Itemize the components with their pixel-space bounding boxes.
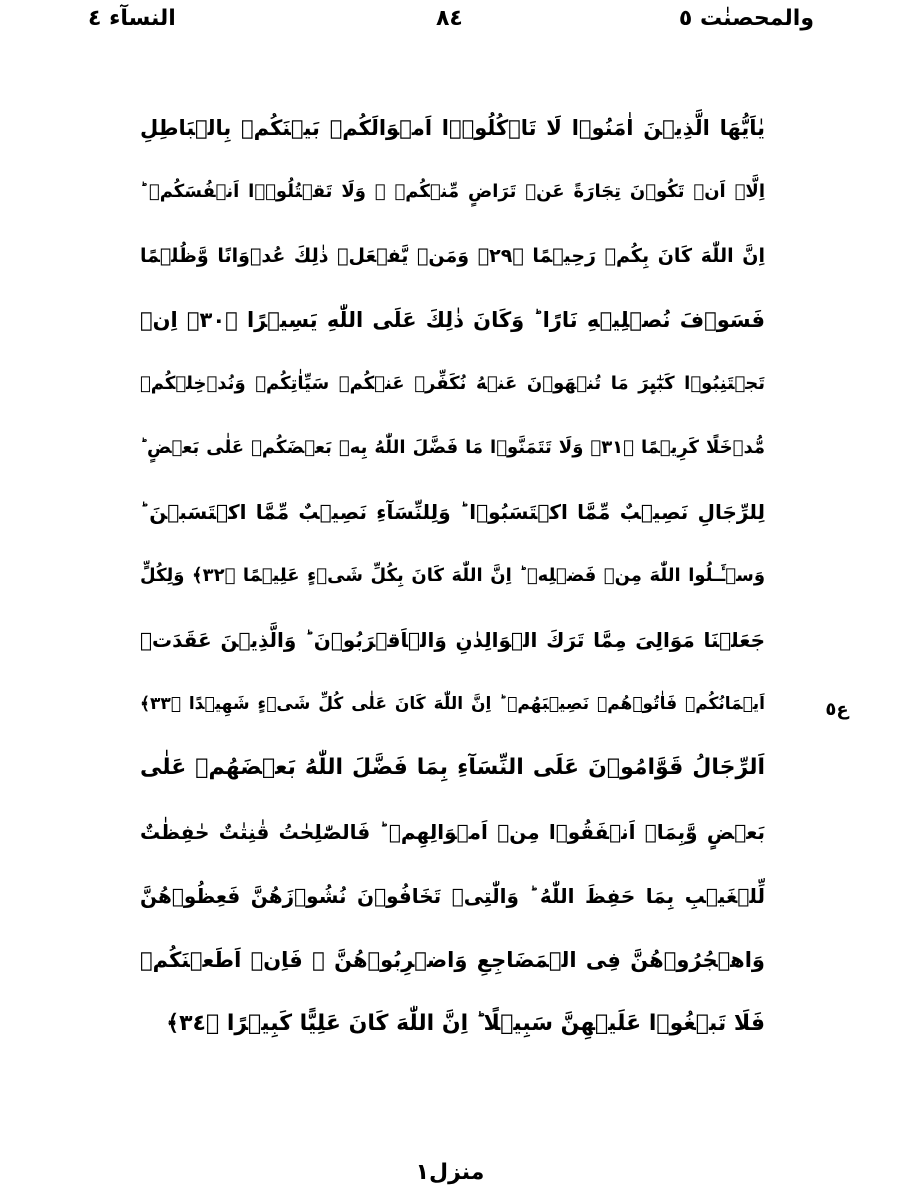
text-line: فَلَا تَبۡغُوۡا عَلَيۡهِنَّ سَبِيۡلًا ؕ اِنَّ اللّٰهَ كَانَ عَلِيًّا كَبِيۡرًا ﴿٣٤﴾ <box>166 1011 765 1036</box>
surah-title: النسآء ٤ <box>88 6 176 31</box>
text-line: اَيۡمَانُكُمۡ فَاٰتُوۡهُمۡ نَصِيۡبَهُمۡ ؕ اِنَّ اللّٰهَ كَانَ عَلٰى كُلِّ شَىۡءٍ شَهِيۡدًا ﴿٣٣﴾ <box>140 694 765 714</box>
manzil-label: منزل١ <box>415 1160 485 1185</box>
text-line: وَاهۡجُرُوۡهُنَّ فِى الۡمَضَاجِعِ وَاضۡرِبُوۡهُنَّ ۚ فَاِنۡ اَطَعۡنَكُمۡ <box>140 948 765 972</box>
text-line: اَلرِّجَالُ قَوَّامُوۡنَ عَلَى النِّسَآءِ بِمَا فَضَّلَ اللّٰهُ بَعۡضَهُمۡ عَلٰى <box>140 755 765 780</box>
text-line: لِلرِّجَالِ نَصِيۡبٌ مِّمَّا اكۡتَسَبُوۡا ؕ وَلِلنِّسَآءِ نَصِيۡبٌ مِّمَّا اكۡتَسَبۡنَ ؕ <box>140 500 765 524</box>
text-line: لِّلۡغَيۡبِ بِمَا حَفِظَ اللّٰهُ ؕ وَالّٰتِىۡ تَخَافُوۡنَ نُشُوۡزَهُنَّ فَعِظُوۡهُنَّ <box>140 884 765 908</box>
ruku-mark: ع٥ <box>825 699 849 720</box>
text-line: يٰاَيُّهَا الَّذِيۡنَ اٰمَنُوۡا لَا تَاۡكُلُوۡۤا اَمۡوَالَكُمۡ بَيۡنَكُمۡ بِالۡبَاطِلِ <box>140 116 765 140</box>
text-line: فَسَوۡفَ نُصۡلِيۡهِ نَارًا ؕ وَكَانَ ذٰلِكَ عَلَى اللّٰهِ يَسِيۡرًا ﴿٣٠﴾ اِنۡ <box>140 308 765 332</box>
quran-text <box>140 96 765 1056</box>
text-line: بَعۡضٍ وَّبِمَاۤ اَنۡفَقُوۡا مِنۡ اَمۡوَالِهِمۡ ؕ فَالصّٰلِحٰتُ قٰنِتٰتٌ حٰفِظٰتٌ <box>140 820 765 844</box>
page-number: ٨٤ <box>436 6 463 31</box>
text-line: تَجۡتَنِبُوۡا كَبٰٓٮِٕرَ مَا تُنۡهَوۡنَ عَنۡهُ نُكَفِّرۡ عَنۡكُمۡ سَيِّاٰتِكُمۡ وَنُدۡخِلۡكُمۡ <box>140 373 765 394</box>
page-header <box>0 2 900 42</box>
text-line: جَعَلۡنَا مَوَالِىَ مِمَّا تَرَكَ الۡوَالِدٰنِ وَالۡاَقۡرَبُوۡنَ ؕ وَالَّذِيۡنَ عَقَدَتۡ <box>140 628 765 652</box>
text-line: مُّدۡخَلًا كَرِيۡمًا ﴿٣١﴾ وَلَا تَتَمَنَّوۡا مَا فَضَّلَ اللّٰهُ بِهٖ بَعۡضَكُمۡ عَلٰى بَعۡضٍ ؕ <box>140 437 765 458</box>
text-line: اِلَّاۤ اَنۡ تَكُوۡنَ تِجَارَةً عَنۡ تَرَاضٍ مِّنۡكُمۡ ۟ وَلَا تَقۡتُلُوۡۤا اَنۡفُسَكُمۡ ؕ <box>140 181 765 202</box>
text-line: وَسۡـَٔـلُوا اللّٰهَ مِنۡ فَضۡلِهٖ ؕ اِنَّ اللّٰهَ كَانَ بِكُلِّ شَىۡءٍ عَلِيۡمًا ﴿٣٢﴾ وَلِكُلٍّ <box>140 565 765 586</box>
juz-title: والمحصنٰت ٥ <box>678 6 814 31</box>
text-line: اِنَّ اللّٰهَ كَانَ بِكُمۡ رَحِيۡمًا ﴿٢٩﴾ وَمَنۡ يَّفۡعَلۡ ذٰلِكَ عُدۡوَانًا وَّظُلۡمًا <box>140 245 765 267</box>
